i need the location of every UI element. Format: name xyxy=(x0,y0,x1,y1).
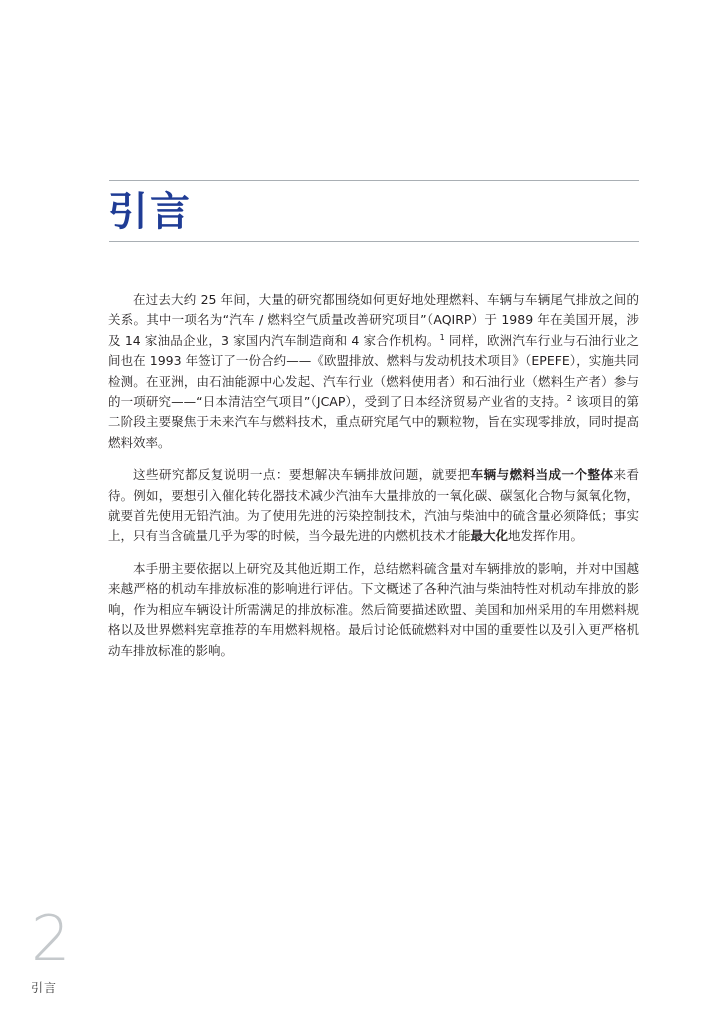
section-title: 引言 xyxy=(108,189,192,235)
body-text xyxy=(108,290,639,673)
paragraph-text: 同样，欧洲汽车行业与石油行业之间也在 1993 年签订了一份合约——《欧盟排放、燃料与发动机技术项目》（EPEFE），实施共同检测。在亚洲，由石油能源中心发起、汽车行业（燃料使用者）和石油行业（燃料生产者）参与的一项研究——“日本清洁空气项目”（JCAP），受到了日本经济贸易产业省的支持。 xyxy=(108,332,639,410)
running-footer-title: 引言 xyxy=(31,981,58,995)
paragraph-3: 本手册主要依据以上研究及其他近期工作，总结燃料硫含量对车辆排放的影响，并对中国越来越严格的机动车排放标准的影响进行评估。下文概述了各种汽油与柴油特性对机动车排放的影响，作为相应车辆设计所需满足的排放标准。然后简要描述欧盟、美国和加州采用的车用燃料规格以及世界燃料宪章推荐的车用燃料规格。最后讨论低硫燃料对中国的重要性以及引入更严格机动车排放标准的影响。 xyxy=(108,560,639,658)
paragraph-text: 来看待。例如，要想引入催化转化器技术减少汽油车大量排放的一氧化碳、碳氢化合物与氮氧化物，就要首先使用无铅汽油。为了使用先进的污染控制技术，汽油与柴油中的硫含量必须降低；事实上，只有当含硫量几乎为零的时候，当今最先进的内燃机技术才能 xyxy=(108,467,639,544)
paragraph-1 xyxy=(108,290,639,453)
bold-phrase: 车辆与燃料当成一个整体 xyxy=(470,467,614,483)
paragraph-text: 在过去大约 25 年间，大量的研究都围绕如何更好地处理燃料、车辆与车辆尾气排放之间的关系。其中一项名为“汽车 / 燃料空气质量改善研究项目”（AQIRP）于 1989 年在美国开展，涉及 14 家油品企业，3 家国内汽车制造商和 4 家合作机构。 xyxy=(108,292,639,348)
paragraph-text: 这些研究都反复说明一点：要想解决车辆排放问题，就要把 xyxy=(133,467,471,483)
footnote-ref-1: 1 xyxy=(439,332,445,342)
heading-top-rule xyxy=(109,180,639,181)
paragraph-2 xyxy=(108,465,639,547)
page-number: 2 xyxy=(31,902,71,975)
paragraph-text: 该项目的第二阶段主要聚焦于未来汽车与燃料技术，重点研究尾气中的颗粒物，旨在实现零排放，同时提高燃料效率。 xyxy=(108,394,639,450)
heading-bottom-rule xyxy=(109,241,639,242)
footnote-ref-2: 2 xyxy=(566,394,572,404)
bold-phrase: 最大化 xyxy=(470,528,509,544)
paragraph-text: 地发挥作用。 xyxy=(508,528,584,544)
